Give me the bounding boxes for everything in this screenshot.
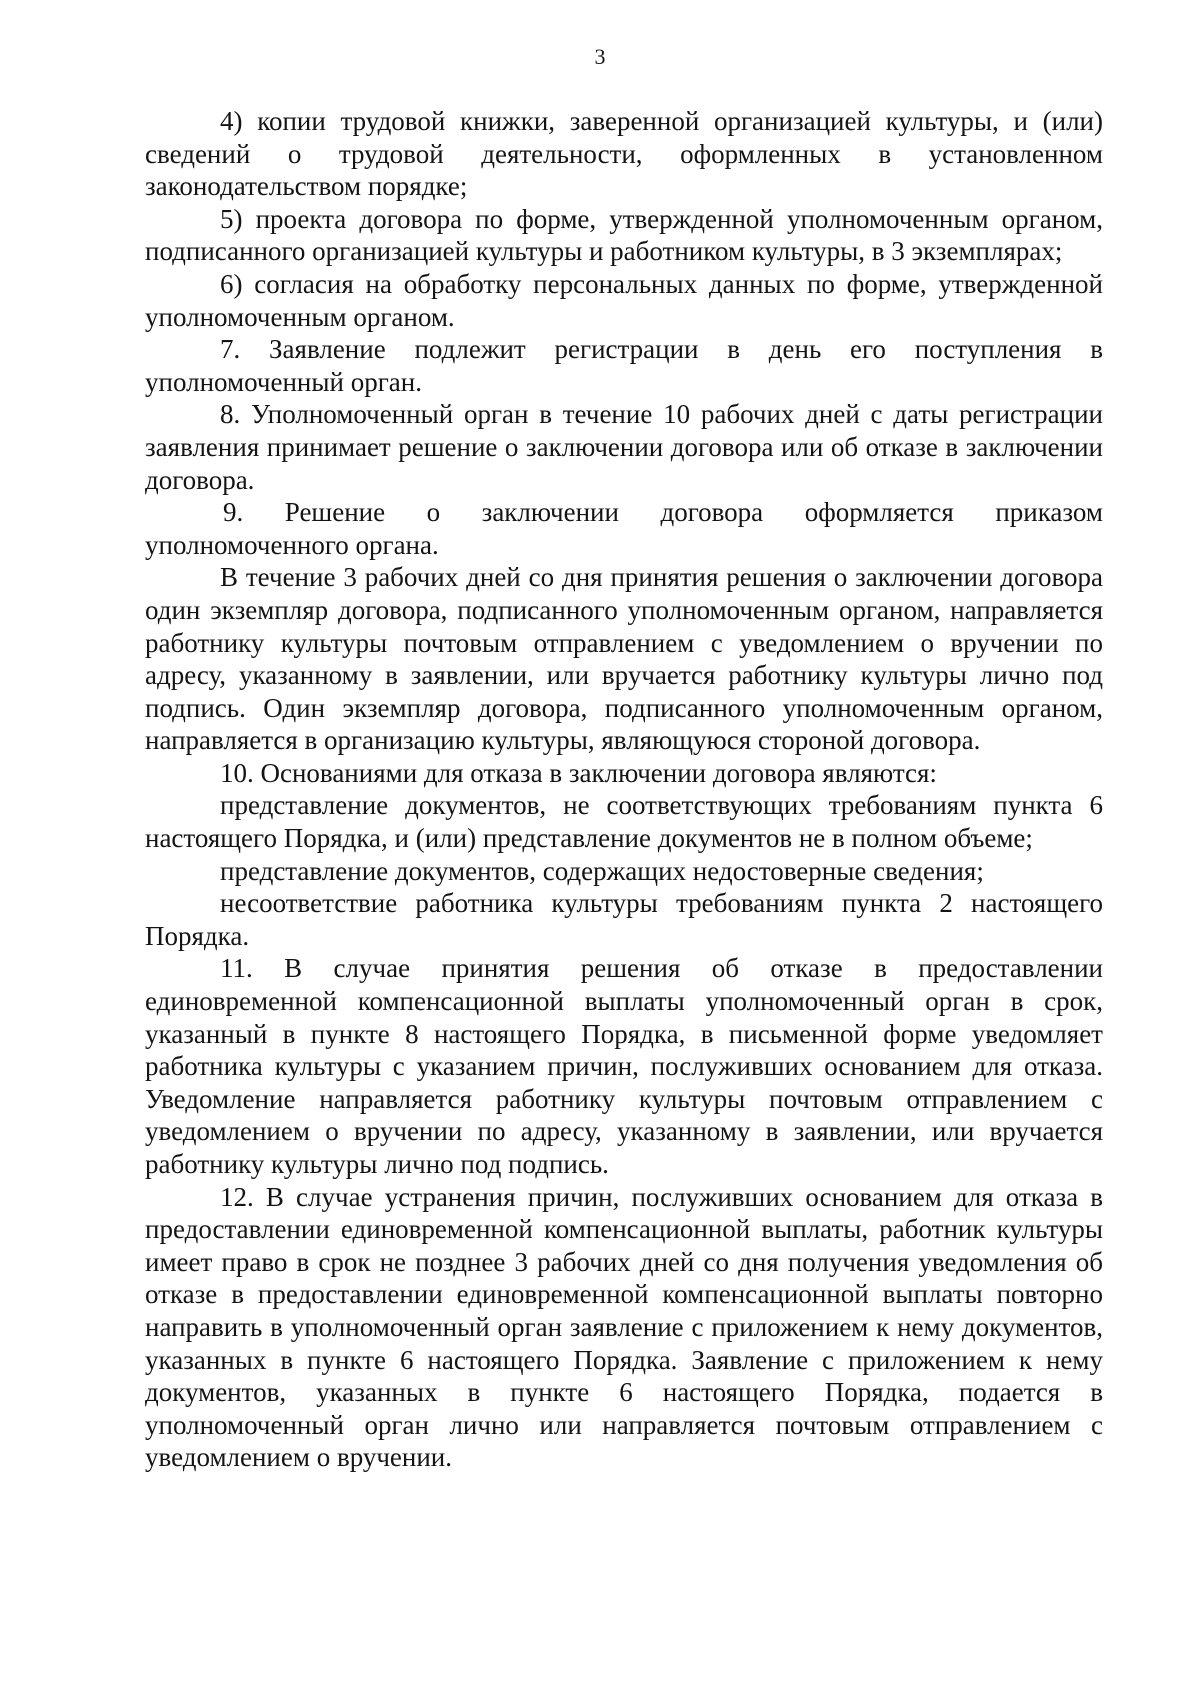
document-body	[145, 105, 1103, 1474]
paragraph-item-4: 4) копии трудовой книжки, заверенной организацией культуры, и (или) сведений о трудовой деятельности, оформленных в установленном законодательством порядке;	[145, 106, 1103, 202]
paragraph-item-5: 5) проекта договора по форме, утвержденной уполномоченным органом, подписанного организацией культуры и работником культуры, в 3 экземплярах;	[145, 203, 1103, 267]
paragraph-clause-8: 8. Уполномоченный орган в течение 10 рабочих дней с даты регистрации заявления принимает решение о заключении договора или об отказе в заключении договора.	[145, 399, 1103, 495]
paragraph-clause-10-ground-3: несоответствие работника культуры требованиям пункта 2 настоящего Порядка.	[145, 888, 1103, 951]
paragraph-clause-11: 11. В случае принятия решения об отказе в предоставлении единовременной компенсационной выплаты уполномоченный орган в срок, указанный в пункте 8 настоящего Порядка, в письменной форме уведомляет работника культуры с указанием причин, послуживших основанием для отказа. Уведомление направляется работнику культуры почтовым отправлением с уведомлением о вручении по адресу, указанному в заявлении, или вручается работнику культуры лично под подпись.	[145, 953, 1103, 1179]
paragraph-clause-10-ground-1: представление документов, не соответствующих требованиям пункта 6 настоящего Порядка, и (или) представление документов не в полном объеме;	[145, 790, 1103, 854]
paragraph-clause-10: 10. Основаниями для отказа в заключении договора являются:	[220, 757, 937, 788]
paragraph-clause-7: 7. Заявление подлежит регистрации в день его поступления в уполномоченный орган.	[145, 334, 1103, 397]
paragraph-clause-12: 12. В случае устранения причин, послуживших основанием для отказа в предоставлении единовременной компенсационной выплаты, работник культуры имеет право в срок не позднее 3 рабочих дней со дня получения уведомления об отказе в предоставлении единовременной компенсационной выплаты повторно направить в уполномоченный орган заявление с приложением к нему документов, указанных в пункте 6 настоящего Порядка. Заявление с приложением к нему документов, указанных в пункте 6 настоящего Порядка, подается в уполномоченный орган лично или направляется почтовым отправлением с уведомлением о вручении.	[145, 1181, 1103, 1473]
paragraph-clause-9-delivery: В течение 3 рабочих дней со дня принятия решения о заключении договора один экземпляр договора, подписанного уполномоченным органом, направляется работнику культуры почтовым отправлением с уведомлением о вручении по адресу, указанному в заявлении, или вручается работнику культуры лично под подпись. Один экземпляр договора, подписанного уполномоченным органом, направляется в организацию культуры, являющуюся стороной договора.	[145, 562, 1103, 756]
page-number: 3	[594, 44, 606, 69]
paragraph-clause-10-ground-2: представление документов, содержащих недостоверные сведения;	[220, 855, 984, 886]
paragraph-clause-9: 9. Решение о заключении договора оформляется приказом уполномоченного органа.	[145, 497, 1103, 560]
paragraph-item-6: 6) согласия на обработку персональных данных по форме, утвержденной уполномоченным органом.	[145, 268, 1103, 332]
